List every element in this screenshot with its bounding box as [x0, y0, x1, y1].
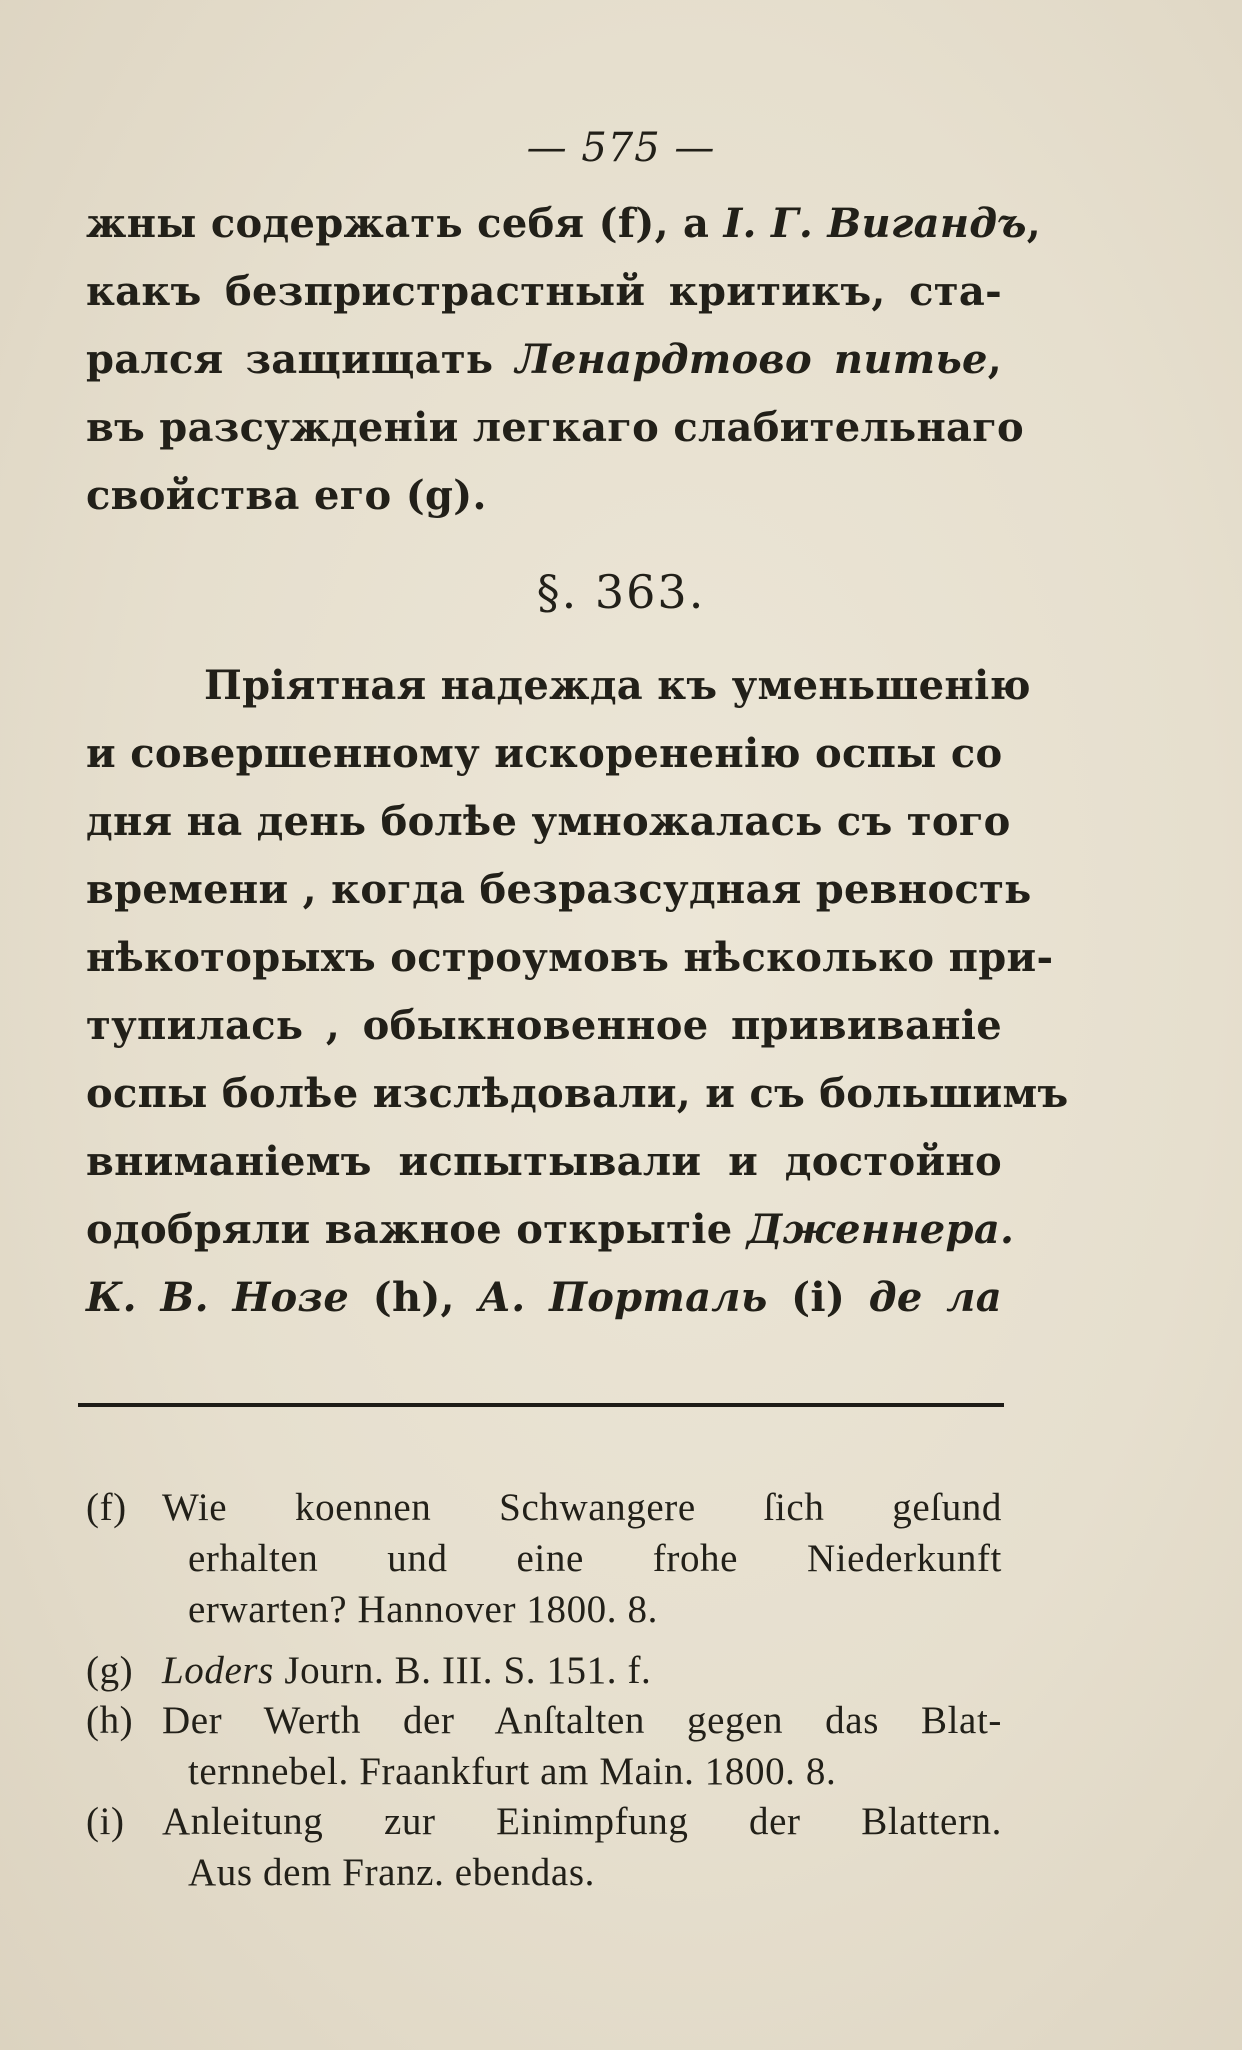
- body-line: и совершенному искорененiю оспы со: [86, 730, 1003, 777]
- body-line: рался защищать Ленардтово питье,: [86, 336, 1002, 383]
- body-line: жны содержать себя (f), а I. Г. Вигандъ,: [86, 200, 1042, 247]
- footnote-line: ternnebel. Fraankfurt am Main. 1800. 8.: [188, 1750, 837, 1793]
- page-number: — 575 —: [526, 125, 716, 171]
- body-line: нѣкоторыхъ остроумовъ нѣсколько при-: [86, 934, 1054, 981]
- footnote-mark: (g): [86, 1649, 134, 1692]
- section-heading: §. 363.: [536, 565, 706, 619]
- body-line: оспы болѣе изслѣдовали, и съ большимъ: [86, 1070, 1069, 1117]
- footnote-mark: (f): [86, 1486, 127, 1529]
- footnote-f: (f) Wie koennen Schwangere ſich geſund: [86, 1482, 1002, 1534]
- footnote-i: (i) Anleitung zur Einimpfung der Blattern.: [86, 1796, 1002, 1848]
- footnote-line: Aus dem Franz. ebendas.: [188, 1851, 595, 1894]
- body-line: времени , когда безразсудная ревность: [86, 866, 1032, 913]
- footnote-h: (h) Der Werth der Anſtalten gegen das Blat-: [86, 1695, 1002, 1747]
- footnote-separator-rule: [78, 1403, 1004, 1407]
- body-line: какъ безпристрастный критикъ, ста-: [86, 268, 1002, 315]
- body-line: К. В. Нозе (h), А. Порталь (i) де ла: [86, 1274, 1002, 1321]
- body-line: въ разсужденiи легкаго слабительнаго: [86, 404, 1025, 451]
- footnote-line: erwarten? Hannover 1800. 8.: [188, 1588, 658, 1631]
- body-line: тупилась , обыкновенное прививанiе: [86, 1002, 1002, 1049]
- body-line: Прiятная надежда къ уменьшенiю: [204, 662, 1031, 709]
- body-line: свойства его (g).: [86, 472, 487, 519]
- body-line: одобряли важное открытiе Дженнера.: [86, 1206, 1015, 1253]
- footnote-mark: (h): [86, 1699, 134, 1742]
- body-line: вниманiемъ испытывали и достойно: [86, 1138, 1002, 1185]
- footnote-g: (g) Loders Journ. B. III. S. 151. f.: [86, 1645, 1002, 1697]
- body-line: дня на день болѣе умножалась съ того: [86, 798, 1011, 845]
- footnote-line: erhalten und eine frohe Niederkunft: [188, 1537, 1002, 1580]
- footnote-mark: (i): [86, 1800, 125, 1843]
